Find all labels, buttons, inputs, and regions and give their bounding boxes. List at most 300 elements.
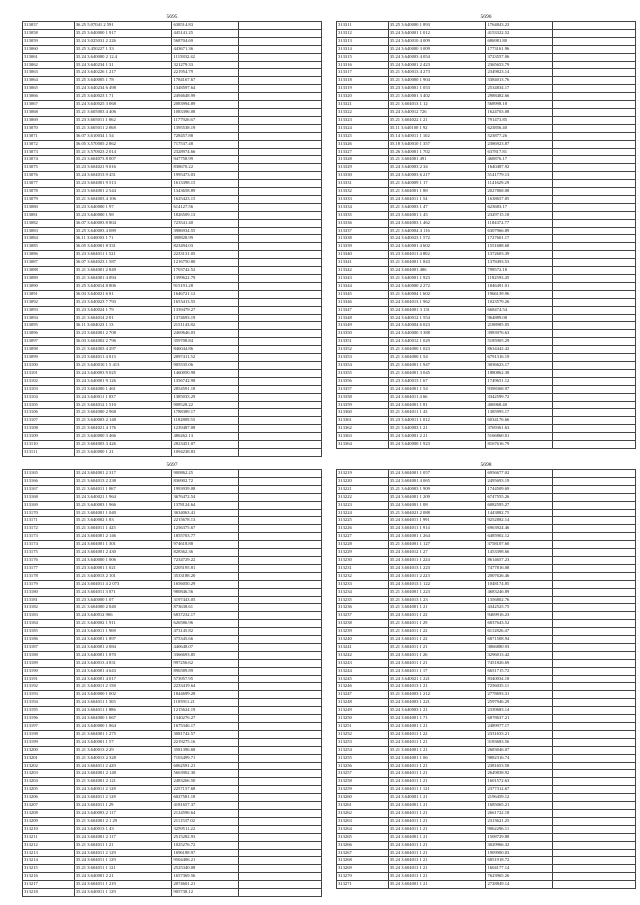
coordinates-cell: 35.24 3.604001 1 81 <box>388 401 486 409</box>
coordinates-cell: 35.21 3.604021 4 176 <box>74 425 172 433</box>
row-id-cell: 313316 <box>337 61 389 69</box>
row-id-cell: 313245 <box>337 675 389 683</box>
row-id-cell: 313109 <box>23 433 75 441</box>
coordinates-cell: 35.21 3.604014 2 01 <box>74 314 172 322</box>
value-cell: 3183683.56 <box>486 738 552 746</box>
value-cell: 5141779.13 <box>486 172 552 180</box>
value-cell: 1460050.98 <box>172 369 238 377</box>
coordinates-cell: 35.24 3.604011 1 305 <box>74 699 172 707</box>
value-cell: 3384013.76 <box>486 77 552 85</box>
row-id-cell: 313313 <box>337 37 389 45</box>
row-id-cell: 313361 <box>337 417 389 425</box>
empty-cell <box>552 267 635 275</box>
row-id-cell: 313251 <box>337 723 389 731</box>
value-cell: 1764843.23 <box>486 22 552 30</box>
value-cell: 1551688.68 <box>486 243 552 251</box>
value-cell: 614127.56 <box>172 203 238 211</box>
empty-cell <box>238 683 321 691</box>
value-cell: 2489977.17 <box>486 723 552 731</box>
row-id-cell: 313348 <box>337 314 389 322</box>
empty-cell <box>552 643 635 651</box>
row-id-cell: 313196 <box>23 715 75 723</box>
empty-cell <box>238 417 321 425</box>
value-cell: 445141.25 <box>172 29 238 37</box>
coordinates-cell: 35.24 3.640012 726 <box>388 108 486 116</box>
empty-cell <box>552 85 635 93</box>
empty-cell <box>238 282 321 290</box>
value-cell: 2525340.08 <box>172 865 238 873</box>
empty-cell <box>238 361 321 369</box>
empty-cell <box>238 485 321 493</box>
value-cell: 1646721.12 <box>172 290 238 298</box>
table-row <box>23 889 322 897</box>
value-cell: 1508729.88 <box>486 833 552 841</box>
row-id-cell: 313077 <box>23 180 75 188</box>
table-row <box>23 849 322 857</box>
coordinates-cell: 35.21 3.604001 1 21 <box>388 746 486 754</box>
value-cell: 9504406.21 <box>172 857 238 865</box>
row-id-cell: 313317 <box>337 69 389 77</box>
empty-cell <box>238 172 321 180</box>
coordinates-cell: 35.21 3.640010 1 5 413 <box>74 361 172 369</box>
row-id-cell: 313255 <box>337 754 389 762</box>
coordinates-cell: 35.24 3.640226 1 217 <box>74 69 172 77</box>
row-id-cell: 313090 <box>23 282 75 290</box>
empty-cell <box>552 132 635 140</box>
table-row <box>23 549 322 557</box>
row-id-cell: 313340 <box>337 251 389 259</box>
table-row <box>23 873 322 881</box>
table-row <box>23 108 322 116</box>
table-row <box>337 243 636 251</box>
table-row <box>23 817 322 825</box>
row-id-cell: 313100 <box>23 361 75 369</box>
empty-cell <box>552 180 635 188</box>
value-cell: 1675346.17 <box>172 723 238 731</box>
empty-cell <box>552 259 635 267</box>
coordinates-cell: 36.11 3.640003 1 71 <box>74 235 172 243</box>
document-page-4 <box>336 462 636 889</box>
coordinates-cell: 35.21 3.604001 2 849 <box>74 267 172 275</box>
table-row <box>337 509 636 517</box>
table-row <box>23 659 322 667</box>
table-row <box>337 470 636 478</box>
coordinates-cell: 35.24 3.604011 4 66 <box>388 393 486 401</box>
value-cell: 2495693.19 <box>486 477 552 485</box>
table-row <box>23 243 322 251</box>
table-row <box>337 604 636 612</box>
table-row <box>337 29 636 37</box>
coordinates-cell: 35.24 3.640000 3 009 <box>388 45 486 53</box>
table-row <box>337 533 636 541</box>
row-id-cell: 313334 <box>337 203 389 211</box>
value-cell: 5185905.29 <box>486 338 552 346</box>
coordinates-cell: 35.21 3.604000 2 040 <box>74 604 172 612</box>
table-row <box>337 298 636 306</box>
row-id-cell: 313359 <box>337 401 389 409</box>
table-row <box>337 841 636 849</box>
coordinates-cell: 35.24 3.604001 1 21 <box>388 802 486 810</box>
table-row <box>337 707 636 715</box>
empty-cell <box>552 29 635 37</box>
value-cell: 1995473.03 <box>172 172 238 180</box>
empty-cell <box>552 322 635 330</box>
coordinates-cell: 35.25 3.640000 1 917 <box>74 29 172 37</box>
row-id-cell: 313236 <box>337 604 389 612</box>
value-cell: 1640487.92 <box>486 164 552 172</box>
row-id-cell: 313269 <box>337 865 389 873</box>
coordinates-cell: 35.21 3.640001 3 402 <box>388 93 486 101</box>
table-row <box>23 346 322 354</box>
row-id-cell: 313195 <box>23 707 75 715</box>
value-cell: 3036623.17 <box>486 361 552 369</box>
value-cell: 2331633.21 <box>486 730 552 738</box>
value-cell: 6837643.52 <box>486 620 552 628</box>
table-row <box>23 580 322 588</box>
coordinates-cell: 35.21 3.640013 4 273 <box>388 69 486 77</box>
value-cell: 321279.33 <box>172 61 238 69</box>
table-row <box>337 164 636 172</box>
table-row <box>337 612 636 620</box>
row-id-cell: 313071 <box>23 132 75 140</box>
table-row <box>337 691 636 699</box>
table-row <box>337 401 636 409</box>
empty-cell <box>238 643 321 651</box>
empty-cell <box>552 636 635 644</box>
value-cell: 1356802.76 <box>486 596 552 604</box>
value-cell: 3723557.06 <box>486 53 552 61</box>
value-cell: 6034176.66 <box>486 417 552 425</box>
table-row <box>337 251 636 259</box>
coordinates-cell: 35.24 3.604013 1 223 <box>388 564 486 572</box>
empty-cell <box>238 849 321 857</box>
empty-cell <box>238 401 321 409</box>
empty-cell <box>552 556 635 564</box>
empty-cell <box>238 493 321 501</box>
table-row <box>23 164 322 172</box>
value-cell: 1083396.08 <box>172 108 238 116</box>
coordinates-cell: 35.24 3.640001 4 602 <box>388 243 486 251</box>
table-row <box>23 148 322 156</box>
coordinates-cell: 35.24 3.640000 1 006 <box>74 556 172 564</box>
value-cell: 2196459.12 <box>486 794 552 802</box>
empty-cell <box>552 195 635 203</box>
coordinates-cell: 35.24 3.604011 1 17 <box>388 667 486 675</box>
empty-cell <box>552 369 635 377</box>
coordinates-cell: 35.24 3.640003 4 054 <box>388 53 486 61</box>
empty-cell <box>552 69 635 77</box>
coordinates-cell: 36.03 3.604002 2 796 <box>74 338 172 346</box>
table-row <box>337 69 636 77</box>
value-cell: 1826509.13 <box>172 211 238 219</box>
table-row <box>23 441 322 449</box>
table-row <box>337 290 636 298</box>
row-id-cell: 313066 <box>23 93 75 101</box>
coordinates-cell: 35.21 3.640003 1 21 <box>388 425 486 433</box>
value-cell: 1395538.19 <box>172 124 238 132</box>
value-cell: 2377312.67 <box>486 786 552 794</box>
coordinates-cell: 35.14 3.640011 1 102 <box>388 132 486 140</box>
empty-cell <box>552 501 635 509</box>
row-id-cell: 313203 <box>23 770 75 778</box>
table-row <box>337 580 636 588</box>
row-id-cell: 313218 <box>23 889 75 897</box>
row-id-cell: 313262 <box>337 809 389 817</box>
value-cell: 6651715.72 <box>486 667 552 675</box>
value-cell: 6027581.18 <box>172 794 238 802</box>
value-cell: 3758107.60 <box>486 541 552 549</box>
empty-cell <box>552 770 635 778</box>
table-row <box>23 211 322 219</box>
row-id-cell: 313226 <box>337 525 389 533</box>
table-row <box>337 330 636 338</box>
table-row <box>23 85 322 93</box>
value-cell: 4181657.37 <box>172 802 238 810</box>
empty-cell <box>552 172 635 180</box>
value-cell: 473145.82 <box>172 628 238 636</box>
row-id-cell: 313263 <box>337 817 389 825</box>
coordinates-cell: 35.25 3.640003 4 089 <box>74 227 172 235</box>
row-id-cell: 313331 <box>337 180 389 188</box>
table-row <box>23 651 322 659</box>
coordinates-cell: 35.21 3.604001 2 121 <box>74 778 172 786</box>
row-id-cell: 313085 <box>23 243 75 251</box>
table-row <box>23 322 322 330</box>
coordinates-cell: 36.05 3.570005 2 862 <box>74 140 172 148</box>
table-row <box>337 746 636 754</box>
coordinates-cell: 35.24 3.604011 1 29 <box>74 802 172 810</box>
value-cell: 838670.22 <box>172 164 238 172</box>
row-id-cell: 313346 <box>337 298 389 306</box>
table-row <box>23 691 322 699</box>
value-cell: 1339479.27 <box>172 306 238 314</box>
row-id-cell: 313358 <box>337 393 389 401</box>
empty-cell <box>552 572 635 580</box>
empty-cell <box>552 525 635 533</box>
row-id-cell: 313322 <box>337 108 389 116</box>
value-cell: 1023579.26 <box>486 298 552 306</box>
value-cell: 2233419.64 <box>172 683 238 691</box>
coordinates-cell: 35.24 3.604003 1 221 <box>388 699 486 707</box>
value-cell: 2661722.18 <box>486 809 552 817</box>
row-id-cell: 313200 <box>23 746 75 754</box>
coordinates-cell: 35.21 3.604011 1 43 <box>388 409 486 417</box>
empty-cell <box>552 227 635 235</box>
value-cell: 915191.28 <box>172 282 238 290</box>
value-cell: 3983976.63 <box>486 330 552 338</box>
empty-cell <box>552 683 635 691</box>
value-cell: 3676472.54 <box>172 493 238 501</box>
table-row <box>23 306 322 314</box>
value-cell: 905738.12 <box>172 889 238 897</box>
table-row <box>337 849 636 857</box>
coordinates-cell: 35.23 3.604001 9 513 <box>74 180 172 188</box>
row-id-cell: 313210 <box>23 825 75 833</box>
row-id-cell: 313065 <box>23 85 75 93</box>
value-cell: 1453398.66 <box>486 549 552 557</box>
row-id-cell: 313192 <box>23 683 75 691</box>
row-id-cell: 313249 <box>337 707 389 715</box>
row-id-cell: 313333 <box>337 195 389 203</box>
empty-cell <box>552 124 635 132</box>
row-id-cell: 313223 <box>337 501 389 509</box>
row-id-cell: 313093 <box>23 306 75 314</box>
value-cell: 9062296.11 <box>486 825 552 833</box>
empty-cell <box>552 314 635 322</box>
empty-cell <box>238 556 321 564</box>
coordinates-cell: 35.24 3.640012 1 029 <box>388 338 486 346</box>
coordinates-cell: 35.24 3.604011 1 21 <box>388 809 486 817</box>
table-row <box>337 124 636 132</box>
table-row <box>23 517 322 525</box>
row-id-cell: 313205 <box>23 786 75 794</box>
value-cell: 2074601.21 <box>172 881 238 889</box>
table-row <box>337 817 636 825</box>
empty-cell <box>238 857 321 865</box>
table-row <box>23 588 322 596</box>
empty-cell <box>238 841 321 849</box>
table-row <box>23 794 322 802</box>
table-row <box>337 338 636 346</box>
row-id-cell: 313206 <box>23 794 75 802</box>
table-row <box>23 172 322 180</box>
empty-cell <box>552 470 635 478</box>
row-id-cell: 313268 <box>337 857 389 865</box>
coordinates-cell: 35.21 3.640003 1 909 <box>388 485 486 493</box>
empty-cell <box>238 148 321 156</box>
coordinates-cell: 35.26 3.640001 1 702 <box>388 148 486 156</box>
row-id-cell: 313362 <box>337 425 389 433</box>
value-cell: 3296013.42 <box>486 651 552 659</box>
value-cell: 2728849.14 <box>486 881 552 889</box>
coordinates-cell: 35.24 3.604013 1 21 <box>388 683 486 691</box>
value-cell: 905535.06 <box>172 361 238 369</box>
coordinates-cell: 36.07 3.604023 1 587 <box>74 259 172 267</box>
table-row <box>337 794 636 802</box>
empty-cell <box>552 628 635 636</box>
table-row <box>23 275 322 283</box>
table-row <box>23 841 322 849</box>
row-id-cell: 313197 <box>23 723 75 731</box>
coordinates-cell: 35.24 3.604001 1 08 <box>388 501 486 509</box>
empty-cell <box>552 809 635 817</box>
table-row <box>337 409 636 417</box>
empty-cell <box>238 525 321 533</box>
empty-cell <box>238 541 321 549</box>
table-row <box>337 306 636 314</box>
table-row <box>337 683 636 691</box>
row-id-cell: 313242 <box>337 651 389 659</box>
row-id-cell: 313311 <box>337 22 389 30</box>
value-cell: 1696188.97 <box>172 849 238 857</box>
empty-cell <box>238 235 321 243</box>
value-cell: 2386923.87 <box>486 140 552 148</box>
row-id-cell: 313207 <box>23 802 75 810</box>
value-cell: 1653413.55 <box>172 298 238 306</box>
empty-cell <box>552 203 635 211</box>
empty-cell <box>552 849 635 857</box>
table-row <box>23 298 322 306</box>
table-row <box>337 556 636 564</box>
row-id-cell: 313193 <box>23 691 75 699</box>
table-row <box>23 116 322 124</box>
coordinates-cell: 35.21 3.604011 1 29 <box>388 620 486 628</box>
empty-cell <box>552 401 635 409</box>
coordinates-cell: 35.24 3.604001 486 <box>388 267 486 275</box>
table-row <box>337 881 636 889</box>
value-cell: 896589.89 <box>172 667 238 675</box>
value-cell: 798572.18 <box>486 267 552 275</box>
empty-cell <box>238 85 321 93</box>
row-id-cell: 313211 <box>23 833 75 841</box>
table-row <box>337 786 636 794</box>
empty-cell <box>238 425 321 433</box>
coordinates-cell: 35.21 3.640013 2 29 <box>74 746 172 754</box>
coordinates-cell: 35.24 3.640003 9 025 <box>74 369 172 377</box>
row-id-cell: 313069 <box>23 116 75 124</box>
coordinates-cell: 35.23 3.604011 1 521 <box>74 251 172 259</box>
row-id-cell: 313230 <box>337 556 389 564</box>
table-row <box>23 802 322 810</box>
row-id-cell: 313172 <box>23 525 75 533</box>
row-id-cell: 313258 <box>337 778 389 786</box>
empty-cell <box>552 425 635 433</box>
value-cell: 3986934.55 <box>172 227 238 235</box>
empty-cell <box>552 211 635 219</box>
coordinates-cell: 35.24 3.604011 1 224 <box>388 556 486 564</box>
table-row <box>337 259 636 267</box>
table-row <box>23 251 322 259</box>
row-id-cell: 313186 <box>23 636 75 644</box>
empty-cell <box>552 101 635 109</box>
empty-cell <box>552 691 635 699</box>
table-row <box>337 346 636 354</box>
empty-cell <box>552 738 635 746</box>
empty-cell <box>238 651 321 659</box>
value-cell: 8634442.42 <box>486 346 552 354</box>
value-cell: 2483266.50 <box>172 778 238 786</box>
empty-cell <box>238 517 321 525</box>
empty-cell <box>238 37 321 45</box>
empty-cell <box>238 572 321 580</box>
table-row <box>337 393 636 401</box>
value-cell: 1216750.80 <box>172 259 238 267</box>
row-id-cell: 313351 <box>337 338 389 346</box>
row-id-cell: 313345 <box>337 290 389 298</box>
row-id-cell: 313220 <box>337 477 389 485</box>
table-row <box>23 448 322 456</box>
value-cell: 7103499.71 <box>172 754 238 762</box>
empty-cell <box>238 203 321 211</box>
coordinates-cell: 35.24 3.604011 2 128 <box>74 794 172 802</box>
table-row <box>337 825 636 833</box>
row-id-cell: 313076 <box>23 172 75 180</box>
row-id-cell: 313327 <box>337 148 389 156</box>
value-cell: 1343658.89 <box>172 188 238 196</box>
coordinates-cell: 35.23 3.604001 2 544 <box>74 188 172 196</box>
empty-cell <box>552 219 635 227</box>
row-id-cell: 313057 <box>23 22 75 30</box>
table-row <box>337 643 636 651</box>
row-id-cell: 313325 <box>337 132 389 140</box>
value-cell: 1356742.98 <box>172 377 238 385</box>
row-id-cell: 313261 <box>337 802 389 810</box>
row-id-cell: 313215 <box>23 865 75 873</box>
coordinates-cell: 35.24 3.604011 1 914 <box>388 525 486 533</box>
empty-cell <box>552 723 635 731</box>
table-row <box>23 833 322 841</box>
empty-cell <box>238 778 321 786</box>
